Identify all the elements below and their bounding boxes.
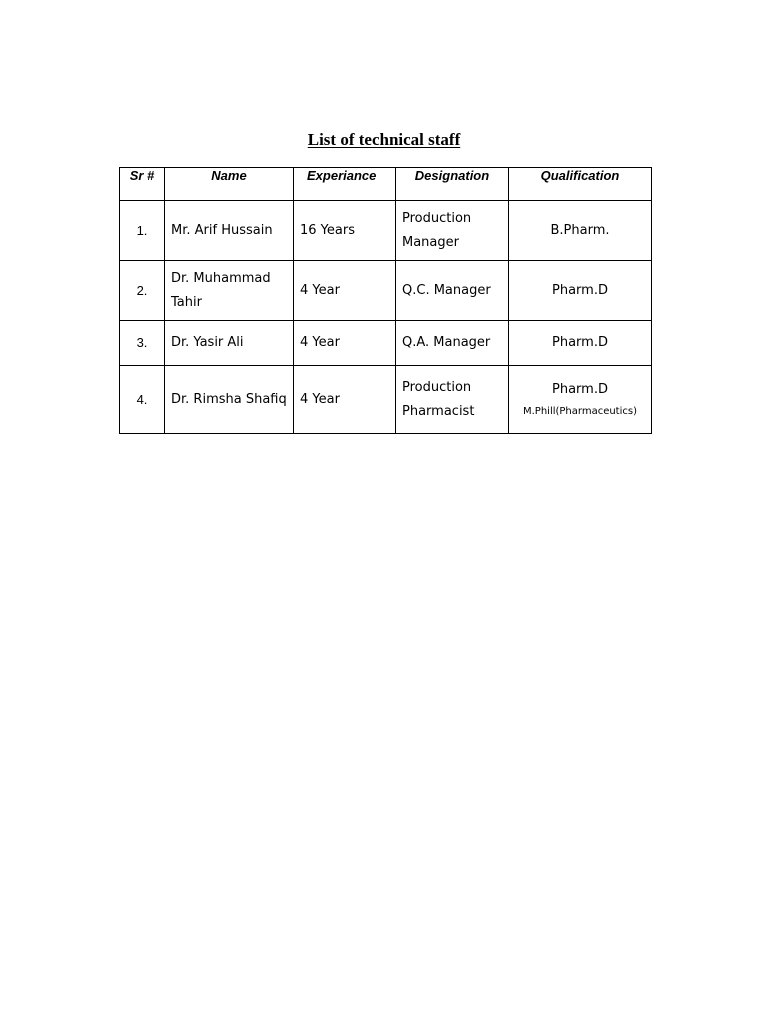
header-sr: Sr # xyxy=(120,168,165,201)
cell-name: Mr. Arif Hussain xyxy=(165,201,294,261)
cell-designation: Production Manager xyxy=(396,201,509,261)
cell-name: Dr. Muhammad Tahir xyxy=(165,261,294,321)
page-title: List of technical staff xyxy=(307,130,461,149)
cell-experience: 4 Year xyxy=(294,366,396,434)
table-row xyxy=(120,261,652,321)
staff-table xyxy=(119,167,652,434)
cell-qualification: Pharm.D xyxy=(509,321,652,366)
cell-designation: Production Pharmacist xyxy=(396,366,509,434)
cell-sr: 2. xyxy=(120,261,165,321)
cell-sr: 1. xyxy=(120,201,165,261)
header-qualification: Qualification xyxy=(509,168,652,201)
table-header-row xyxy=(120,168,652,201)
qualification-secondary: M.Phill(Pharmaceutics) xyxy=(522,405,637,417)
cell-sr: 4. xyxy=(120,366,165,434)
header-designation: Designation xyxy=(396,168,509,201)
cell-qualification xyxy=(509,366,652,434)
table-row xyxy=(120,201,652,261)
cell-qualification: B.Pharm. xyxy=(509,201,652,261)
cell-qualification: Pharm.D xyxy=(509,261,652,321)
table-row xyxy=(120,366,652,434)
header-experience: Experiance xyxy=(294,168,396,201)
cell-name: Dr. Yasir Ali xyxy=(165,321,294,366)
cell-sr: 3. xyxy=(120,321,165,366)
qualification-primary: Pharm.D xyxy=(552,381,608,397)
cell-experience: 4 Year xyxy=(294,321,396,366)
cell-experience: 16 Years xyxy=(294,201,396,261)
cell-experience: 4 Year xyxy=(294,261,396,321)
header-name: Name xyxy=(165,168,294,201)
cell-name: Dr. Rimsha Shafiq xyxy=(165,366,294,434)
table-row xyxy=(120,321,652,366)
cell-designation: Q.C. Manager xyxy=(396,261,509,321)
cell-designation: Q.A. Manager xyxy=(396,321,509,366)
